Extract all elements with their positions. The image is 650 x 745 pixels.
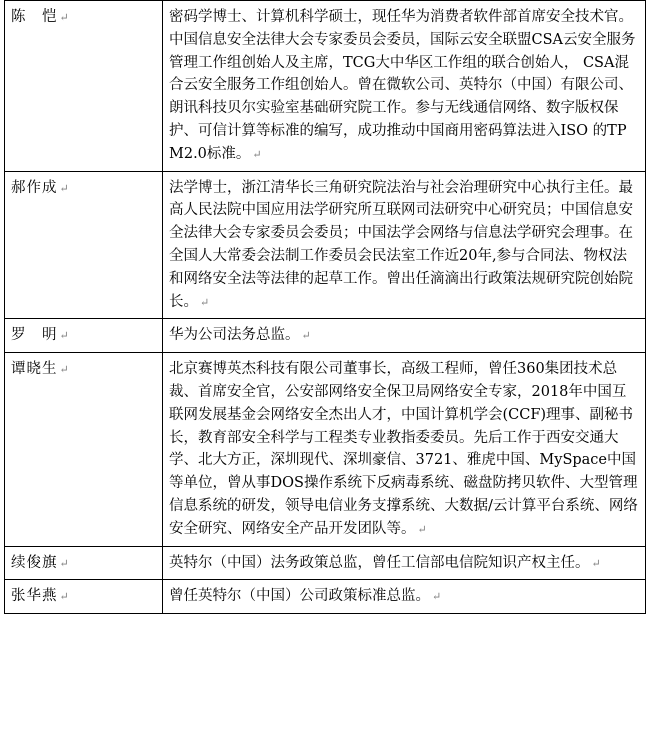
table-row [5, 171, 646, 319]
paragraph-mark-icon: ↵ [59, 329, 70, 343]
person-name: 续俊旗 [11, 554, 58, 571]
name-cell [5, 546, 163, 580]
table-row [5, 319, 646, 353]
paragraph-mark-icon: ↵ [59, 556, 70, 570]
person-bio: 英特尔（中国）法务政策总监，曾任工信部电信院知识产权主任。 [169, 554, 590, 571]
bio-cell [163, 546, 646, 580]
person-name: 张华燕 [11, 588, 58, 605]
name-cell [5, 353, 163, 546]
bio-cell [163, 319, 646, 353]
bio-cell [163, 171, 646, 319]
name-cell [5, 171, 163, 319]
person-bio: 法学博士，浙江清华长三角研究院法治与社会治理研究中心执行主任。最高人民法院中国应用法学研究所互联网司法研究中心研究员；中国信息安全法律大会专家委员会委员；中国法学会网络与信息法学研究会理事。在全国人大常委会法制工作委员会民法室工作近20年,参与合同法、物权法和网络安全法等法律的起草工作。曾出任滴滴出行政策法规研究院创始院长。 [169, 179, 633, 310]
paragraph-mark-icon: ↵ [59, 590, 70, 604]
person-bio: 北京赛博英杰科技有限公司董事长，高级工程师，曾任360集团技术总裁、首席安全官，公安部网络安全保卫局网络安全专家，2018年中国互联网发展基金会网络安全杰出人才，中国计算机学会(CCF)理事、副秘书长，教育部安全科学与工程类专业教指委委员。先后工作于西安交通大学、北大方正，深圳现代、深圳豪信、3721、雅虎中国、MySpace中国等单位，曾从事DOS操作系统下反病毒系统、磁盘防拷贝软件、大型管理信息系统的研发，领导电信业务支撑系统、大数据/云计算平台系统、网络安全研究、网络安全产品开发团队等。 [169, 361, 638, 537]
person-bio: 密码学博士、计算机科学硕士，现任华为消费者软件部首席安全技术官。中国信息安全法律大会专家委员会委员，国际云安全联盟CSA云安全服务管理工作组创始人及主席，TCG大中华区工作组的联合创始人， CSA混合云安全服务工作组创始人。曾在微软公司、英特尔（中国）有限公司、朗讯科技贝尔实验室基础研究院工作。参与无线通信网络、数字版权保护、可信计算等标准的编写，成功推动中国商用密码算法进入ISO 的TPM2.0标准。 [169, 9, 636, 162]
paragraph-mark-icon: ↵ [59, 181, 70, 195]
paragraph-mark-icon: ↵ [417, 522, 427, 536]
paragraph-mark-icon: ↵ [59, 363, 70, 377]
bio-cell [163, 1, 646, 172]
paragraph-mark-icon: ↵ [591, 556, 601, 570]
person-bio: 华为公司法务总监。 [169, 327, 300, 344]
expert-bio-table [4, 0, 646, 614]
name-cell [5, 319, 163, 353]
person-name: 陈 恺 [11, 9, 58, 25]
bio-cell [163, 580, 646, 614]
name-cell [5, 580, 163, 614]
paragraph-mark-icon: ↵ [432, 590, 442, 604]
person-name: 罗 明 [11, 327, 58, 344]
person-name: 谭晓生 [11, 361, 58, 378]
bio-cell [163, 353, 646, 546]
table-row [5, 580, 646, 614]
table-row [5, 353, 646, 546]
name-cell [5, 1, 163, 172]
table-row [5, 546, 646, 580]
table-row [5, 1, 646, 172]
paragraph-mark-icon: ↵ [59, 11, 70, 24]
person-bio: 曾任英特尔（中国）公司政策标准总监。 [169, 588, 430, 605]
paragraph-mark-icon: ↵ [200, 295, 210, 309]
paragraph-mark-icon: ↵ [252, 147, 262, 161]
paragraph-mark-icon: ↵ [301, 329, 311, 343]
person-name: 郝作成 [11, 179, 58, 196]
